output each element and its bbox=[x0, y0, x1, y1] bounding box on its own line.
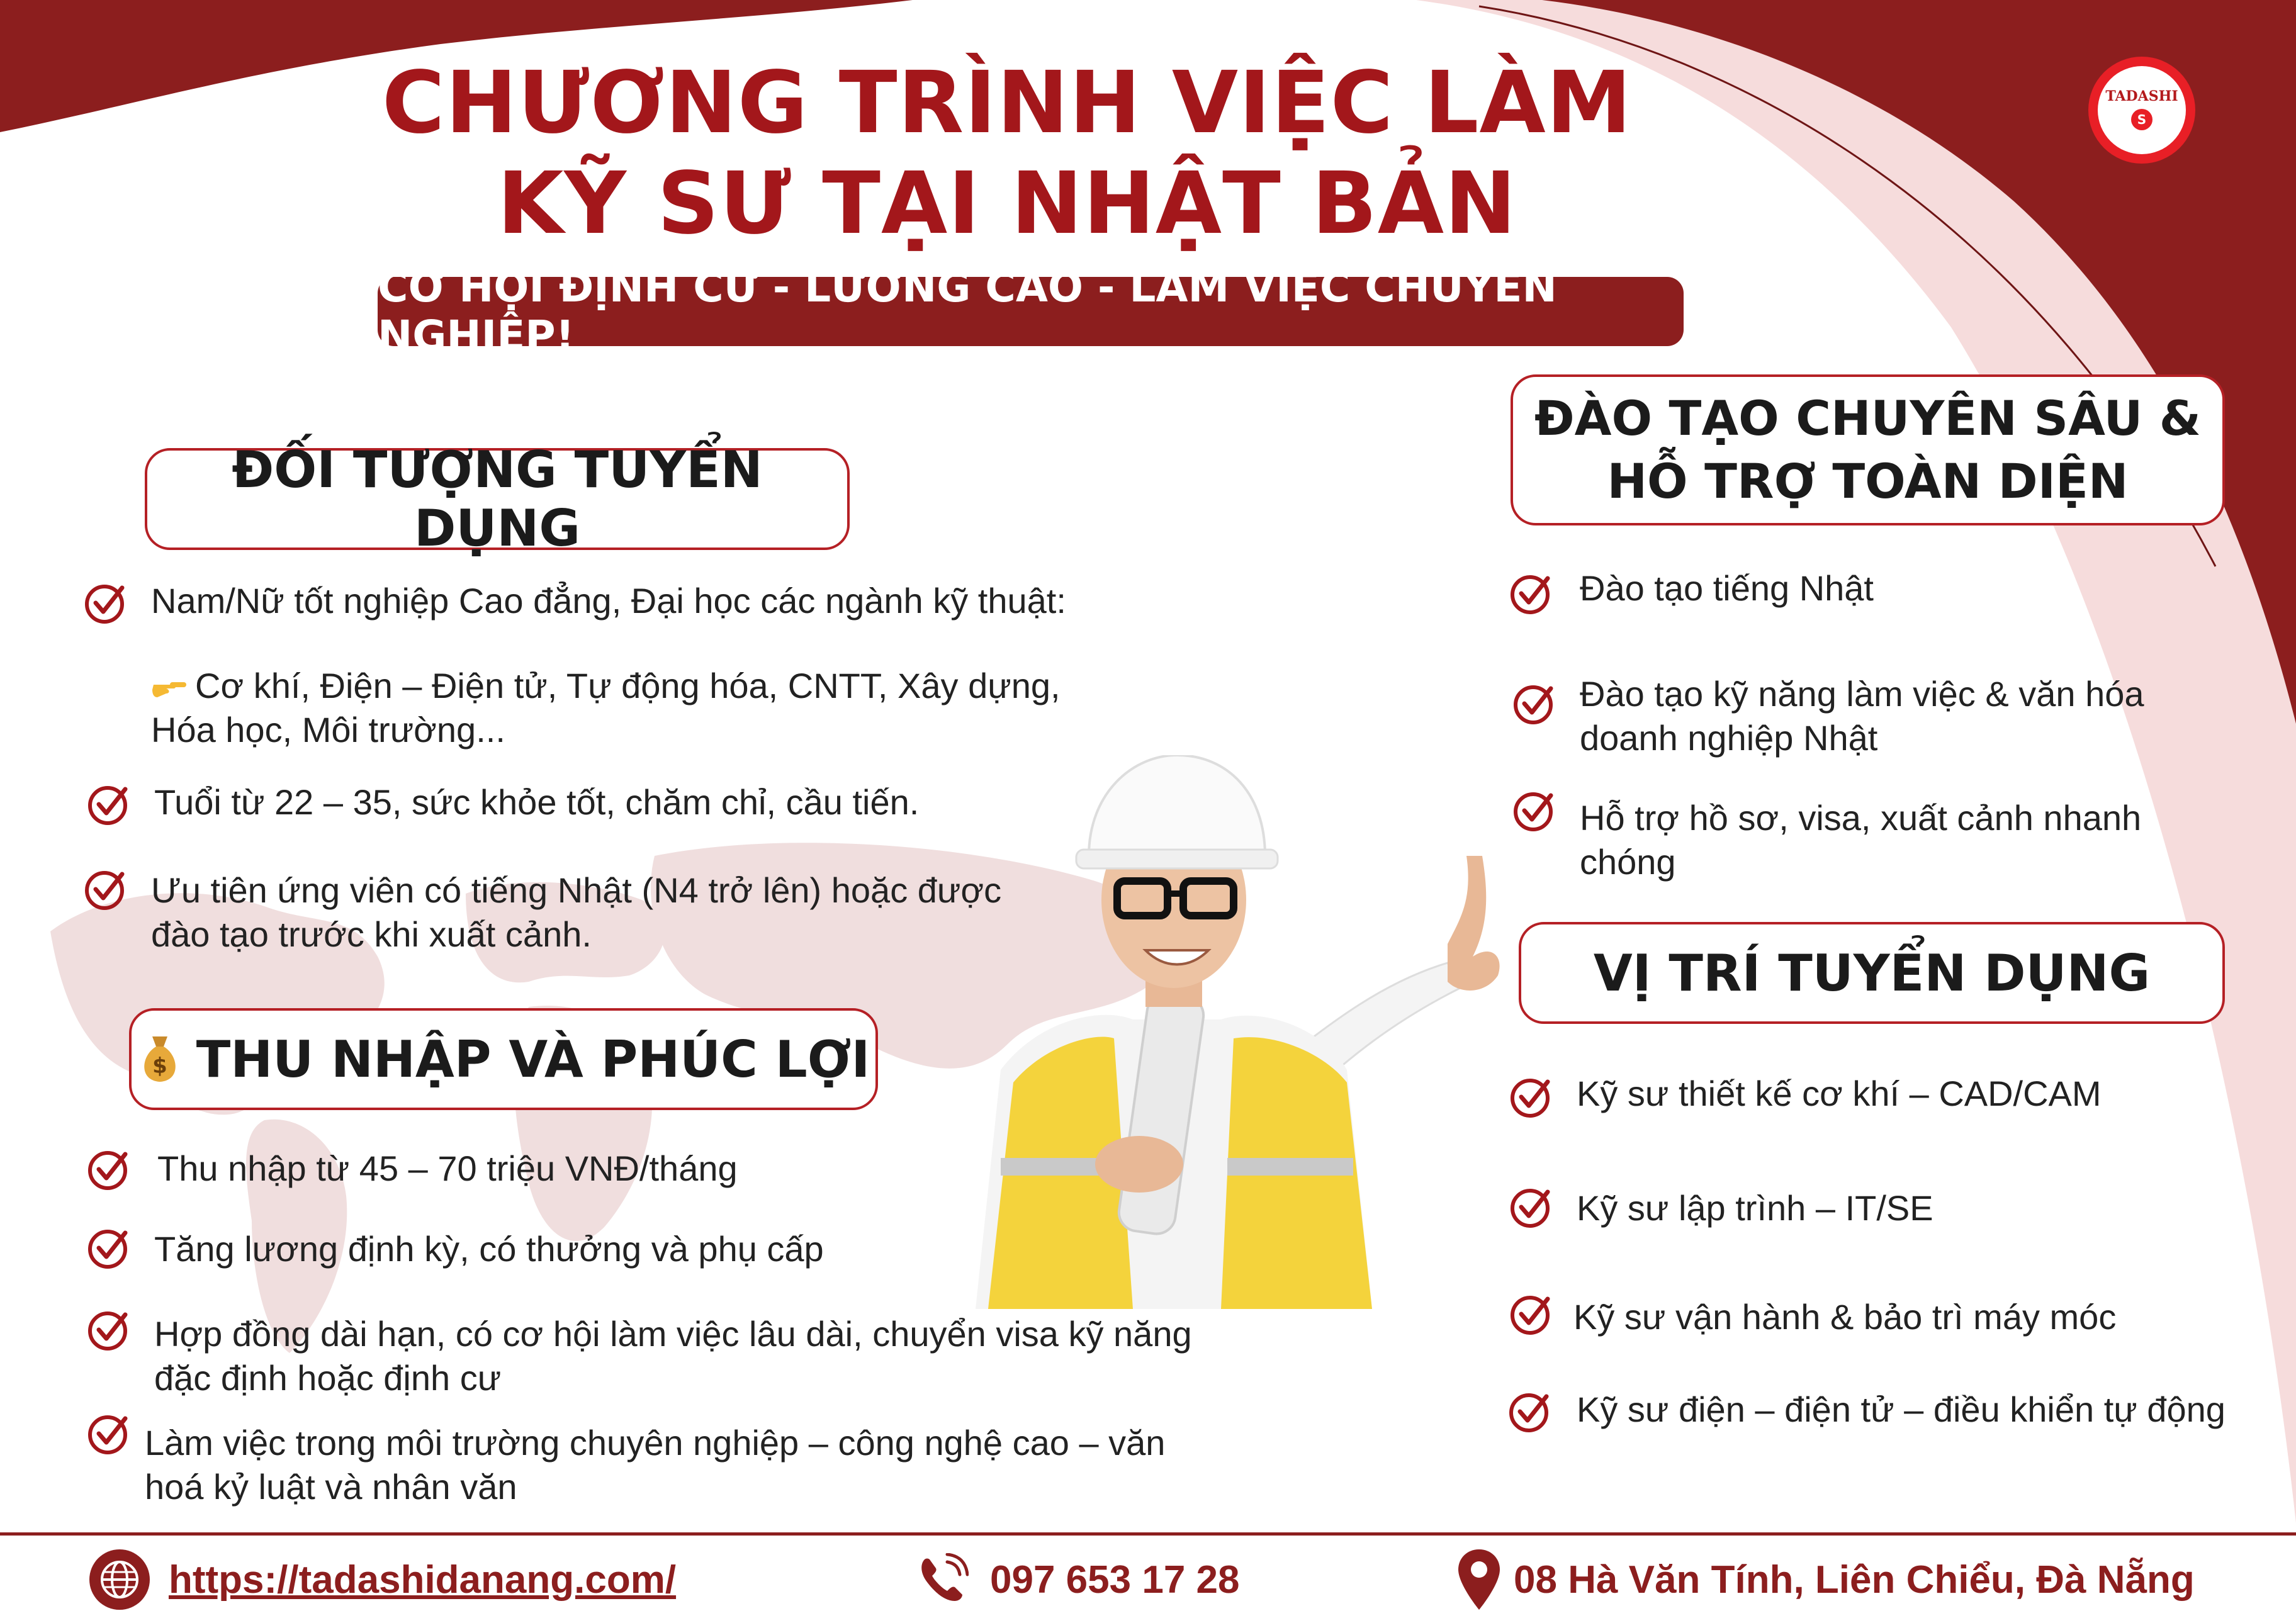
vi-tri-item-2: Kỹ sư lập trình – IT/SE bbox=[1577, 1188, 1933, 1228]
check-circle-icon bbox=[85, 1145, 133, 1193]
main-title-line2: KỸ SƯ TẠI NHẬT BẢN bbox=[497, 154, 1517, 254]
address-text: 08 Hà Văn Tính, Liên Chiểu, Đà Nẵng bbox=[1514, 1558, 2195, 1602]
check-circle-icon bbox=[85, 780, 133, 828]
footer-website[interactable] bbox=[88, 1545, 676, 1614]
tadashi-logo bbox=[2088, 57, 2195, 164]
check-circle-icon bbox=[82, 865, 130, 913]
check-circle-icon bbox=[1511, 787, 1558, 834]
thu-nhap-item-2: Tăng lương định kỳ, có thưởng và phụ cấp bbox=[154, 1229, 824, 1269]
thu-nhap-item-4: Làm việc trong môi trường chuyên nghiệp – công nghệ cao – văn bbox=[145, 1423, 1166, 1463]
check-circle-icon bbox=[1507, 1183, 1555, 1231]
doi-tuong-item-1: Nam/Nữ tốt nghiệp Cao đẳng, Đại học các ngành kỹ thuật: bbox=[151, 581, 1066, 621]
location-pin-icon bbox=[1457, 1548, 1501, 1611]
vi-tri-item-3: Kỹ sư vận hành & bảo trì máy móc bbox=[1573, 1297, 2117, 1337]
dao-tao-item-3-cont: chóng bbox=[1580, 842, 1676, 882]
check-circle-icon bbox=[85, 1306, 133, 1354]
pointing-hand-icon bbox=[151, 676, 188, 701]
section-heading-thu-nhap: $ THU NHẬP VÀ PHÚC LỢI bbox=[129, 1008, 878, 1110]
thu-nhap-item-3-cont: đặc định hoặc định cư bbox=[154, 1358, 502, 1398]
check-circle-icon bbox=[1507, 1073, 1555, 1121]
main-title-line1: CHƯƠNG TRÌNH VIỆC LÀM bbox=[381, 53, 1633, 153]
check-circle-icon bbox=[1507, 1290, 1555, 1338]
logo-text: TADASHI bbox=[2105, 88, 2178, 104]
section-heading-dao-tao: ĐÀO TẠO CHUYÊN SÂU & HỖ TRỢ TOÀN DIỆN bbox=[1511, 374, 2225, 525]
check-circle-icon bbox=[85, 1410, 133, 1457]
thu-nhap-item-1: Thu nhập từ 45 – 70 triệu VNĐ/tháng bbox=[157, 1148, 738, 1188]
section-heading-doi-tuong: ĐỐI TƯỢNG TUYỂN DỤNG bbox=[145, 448, 850, 550]
vi-tri-item-1: Kỹ sư thiết kế cơ khí – CAD/CAM bbox=[1577, 1074, 2102, 1113]
check-circle-icon bbox=[85, 1224, 133, 1272]
svg-text:S: S bbox=[2137, 112, 2147, 127]
dao-tao-item-2: Đào tạo kỹ năng làm việc & văn hóa bbox=[1580, 674, 2144, 714]
website-link[interactable]: https://tadashidanang.com/ bbox=[169, 1558, 677, 1602]
logo-emblem-icon bbox=[2129, 107, 2154, 132]
check-circle-icon bbox=[1511, 680, 1558, 727]
doi-tuong-note-line1: Cơ khí, Điện – Điện tử, Tự động hóa, CNTT, Xây dựng, bbox=[151, 664, 1061, 708]
doi-tuong-item-3: Ưu tiên ứng viên có tiếng Nhật (N4 trở lên) hoặc được bbox=[151, 870, 1002, 910]
phone-icon bbox=[916, 1553, 969, 1606]
doi-tuong-item-3-cont: đào tạo trước khi xuất cảnh. bbox=[151, 914, 592, 954]
money-bag-icon bbox=[137, 1034, 183, 1084]
check-circle-icon bbox=[1507, 570, 1555, 617]
doi-tuong-note-line2: Hóa học, Môi trường... bbox=[151, 710, 505, 750]
footer-phone[interactable] bbox=[916, 1545, 1240, 1614]
dao-tao-item-1: Đào tạo tiếng Nhật bbox=[1580, 568, 1874, 608]
globe-icon bbox=[88, 1548, 151, 1611]
check-circle-icon bbox=[1506, 1388, 1554, 1435]
section-heading-vi-tri: VỊ TRÍ TUYỂN DỤNG bbox=[1519, 922, 2225, 1024]
phone-number[interactable]: 097 653 17 28 bbox=[990, 1558, 1240, 1602]
subtitle-banner: CƠ HỘI ĐỊNH CƯ - LƯƠNG CAO - LÀM VIỆC CHUYÊN NGHIỆP! bbox=[378, 277, 1684, 346]
thu-nhap-item-3: Hợp đồng dài hạn, có cơ hội làm việc lâu dài, chuyển visa kỹ năng bbox=[154, 1314, 1192, 1354]
footer-address bbox=[1457, 1545, 2195, 1614]
engineer-illustration bbox=[894, 755, 1561, 1309]
vi-tri-item-4: Kỹ sư điện – điện tử – điều khiển tự động bbox=[1577, 1390, 2226, 1429]
doi-tuong-item-2: Tuổi từ 22 – 35, sức khỏe tốt, chăm chỉ, cầu tiến. bbox=[154, 782, 920, 822]
check-circle-icon bbox=[82, 579, 130, 627]
thu-nhap-item-4-cont: hoá kỷ luật và nhân văn bbox=[145, 1467, 517, 1507]
dao-tao-item-3: Hỗ trợ hồ sơ, visa, xuất cảnh nhanh bbox=[1580, 798, 2142, 838]
footer-divider bbox=[0, 1532, 2296, 1536]
dao-tao-item-2-cont: doanh nghiệp Nhật bbox=[1580, 718, 1878, 758]
svg-text:$: $ bbox=[152, 1053, 167, 1079]
